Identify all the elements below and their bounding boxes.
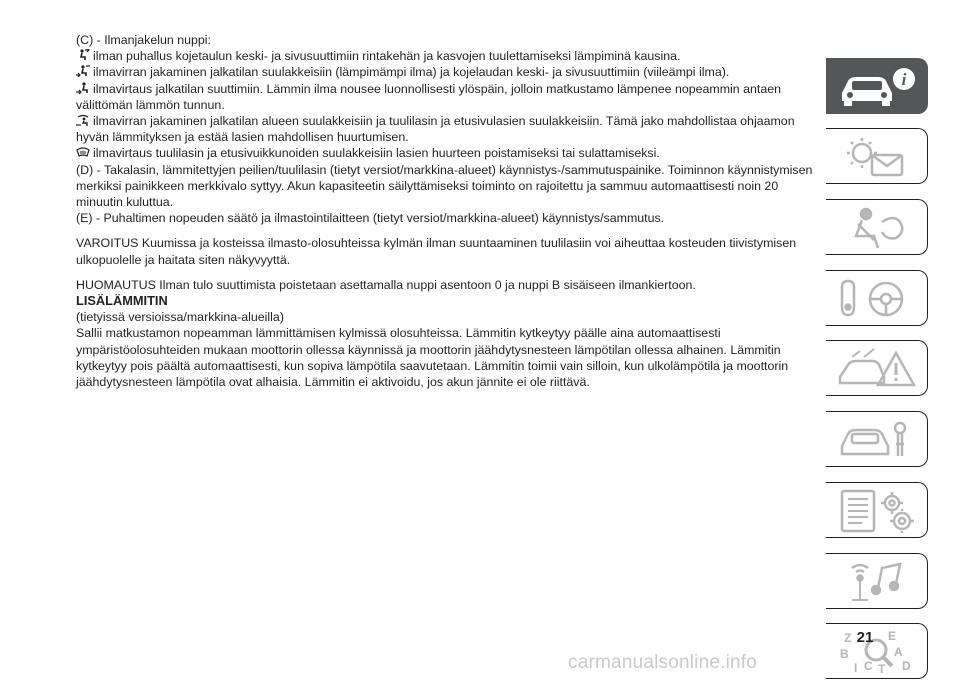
technical-data-icon (838, 489, 918, 533)
windshield-defrost-icon (76, 146, 90, 158)
watermark: carmanualsonline.info (568, 652, 758, 673)
information-note: HUOMAUTUS Ilman tulo suuttimista poistetaan asettamalla nuppi asentoon 0 ja nuppi B sisäiseen ilmankiertoon. (76, 277, 696, 292)
paragraph-control-e: (E) - Puhaltimen nopeuden säätö ja ilmastointilaitteen (tietyt versiot/markkina-alueet) käynnistys/sammutus. (76, 211, 665, 226)
paragraph-airflow-face-feet: ilmavirran jakaminen jalkatilan suulakkeisiin (lämpimämpi ilma) ja kojelaudan keski- ja sivusuuttimiin (viileämpi ilma). (76, 64, 816, 80)
emergency-icon (838, 347, 918, 391)
maintenance-icon (838, 418, 918, 462)
multimedia-icon (838, 560, 918, 604)
paragraph-airflow-feet: ilmavirtaus jalkatilan suuttimiin. Lämmin ilma nousee luonnollisesti ylöspäin, jolloin matkustamo lämpenee nopeammin antaen välittömän lämmön tunnun. (76, 81, 782, 112)
paragraph-airflow-feet-windshield: ilmavirran jakaminen jalkatilan alueen suulakkeisiin ja tuulilasin ja etusivulasien suulakkeisiin. Tämä jako mahdollistaa ohjaamon hyvän lämmityksen ja estää lasien mahdollisen huurtumisen. (76, 114, 795, 145)
svg-text:i: i (901, 70, 907, 89)
tab-starting-driving[interactable] (826, 270, 928, 326)
index-letter: I (854, 661, 858, 674)
airflow-face-icon (76, 49, 90, 61)
safety-icon (838, 206, 918, 250)
index-letter: D (902, 659, 911, 673)
starting-driving-icon (838, 277, 918, 321)
index-letter: C (864, 659, 873, 673)
index-letter: B (840, 647, 849, 661)
tab-maintenance[interactable] (826, 411, 928, 467)
car-info-icon (838, 65, 918, 109)
paragraph-knob-c: (C) - Ilmanjakelun nuppi: (76, 33, 211, 47)
index-letter: T (878, 662, 886, 674)
paragraph-airflow-face: ilman puhallus kojetaulun keski- ja sivusuuttimiin rintakehän ja kasvojen tuulettamiseksi lämpiminä kausina. (76, 48, 816, 64)
airflow-feet-windshield-icon (76, 114, 90, 126)
section-subtitle: (tietyissä versioissa/markkina-alueilla) (76, 310, 284, 325)
airflow-face-feet-icon (76, 65, 90, 77)
paragraph-button-d: (D) - Takalasin, lämmitettyjen peilien/tuulilasin (tietyt versiot/markkina-alueet) käynnistys-/sammutuspainike. Toiminnon käynnistymisen merkiksi painikkeen merkkivalo syttyy. Akun kapasiteetin säilyttämiseksi toiminto on rajoitettu ja sammuu automaattisesti noin 20 minuutin kuluttua. (76, 162, 813, 210)
section-body: Sallii matkustamon nopeamman lämmittämisen kylmissä olosuhteissa. Lämmitin kytkeytyy päälle aina automaattisesti ympäristöolosuhteiden mukaan moottorin ollessa käynnissä ja moottorin jäähdytysnesteen lämpötilan ollessa alhainen. Lämmitin kytkeytyy pois päältä automaattisesti, kun sopiva lämpötila saavutetaan. Lämmitin toimii vain silloin, kun ulkolämpötila ja moottorin jäähdytysnesteen lämpötila ovat alhaisia. Lämmitin ei aktivoidu, jos akun jännite ei ole riittävä. (76, 326, 789, 390)
manual-text (76, 32, 816, 390)
warning-note: VAROITUS Kuumissa ja kosteissa ilmasto-olosuhteissa kylmän ilman suuntaaminen tuulilasiin voi aiheuttaa kosteuden tiivistymisen ulkopuolelle ja haitata siten näkyvyyttä. (76, 236, 797, 267)
tab-multimedia[interactable] (826, 553, 928, 609)
tab-technical-data[interactable] (826, 482, 928, 538)
tab-emergency[interactable] (826, 340, 928, 396)
page-number: 21 (856, 629, 874, 646)
index-letter: E (888, 630, 897, 643)
airflow-feet-icon (76, 82, 90, 94)
section-heading: LISÄLÄMMITIN (76, 293, 168, 309)
paragraph-windshield-defrost: ilmavirtaus tuulilasin ja etusivuikkunoiden suulakkeisiin lasien huurteen poistamiseksi tai sulattamiseksi. (76, 145, 816, 161)
index-letter: Z (844, 631, 852, 645)
warning-lights-icon (838, 135, 918, 179)
tab-car-info[interactable] (826, 58, 928, 114)
index-letter: A (894, 645, 903, 659)
tab-warning-lights[interactable] (826, 128, 928, 184)
tab-safety[interactable] (826, 199, 928, 255)
